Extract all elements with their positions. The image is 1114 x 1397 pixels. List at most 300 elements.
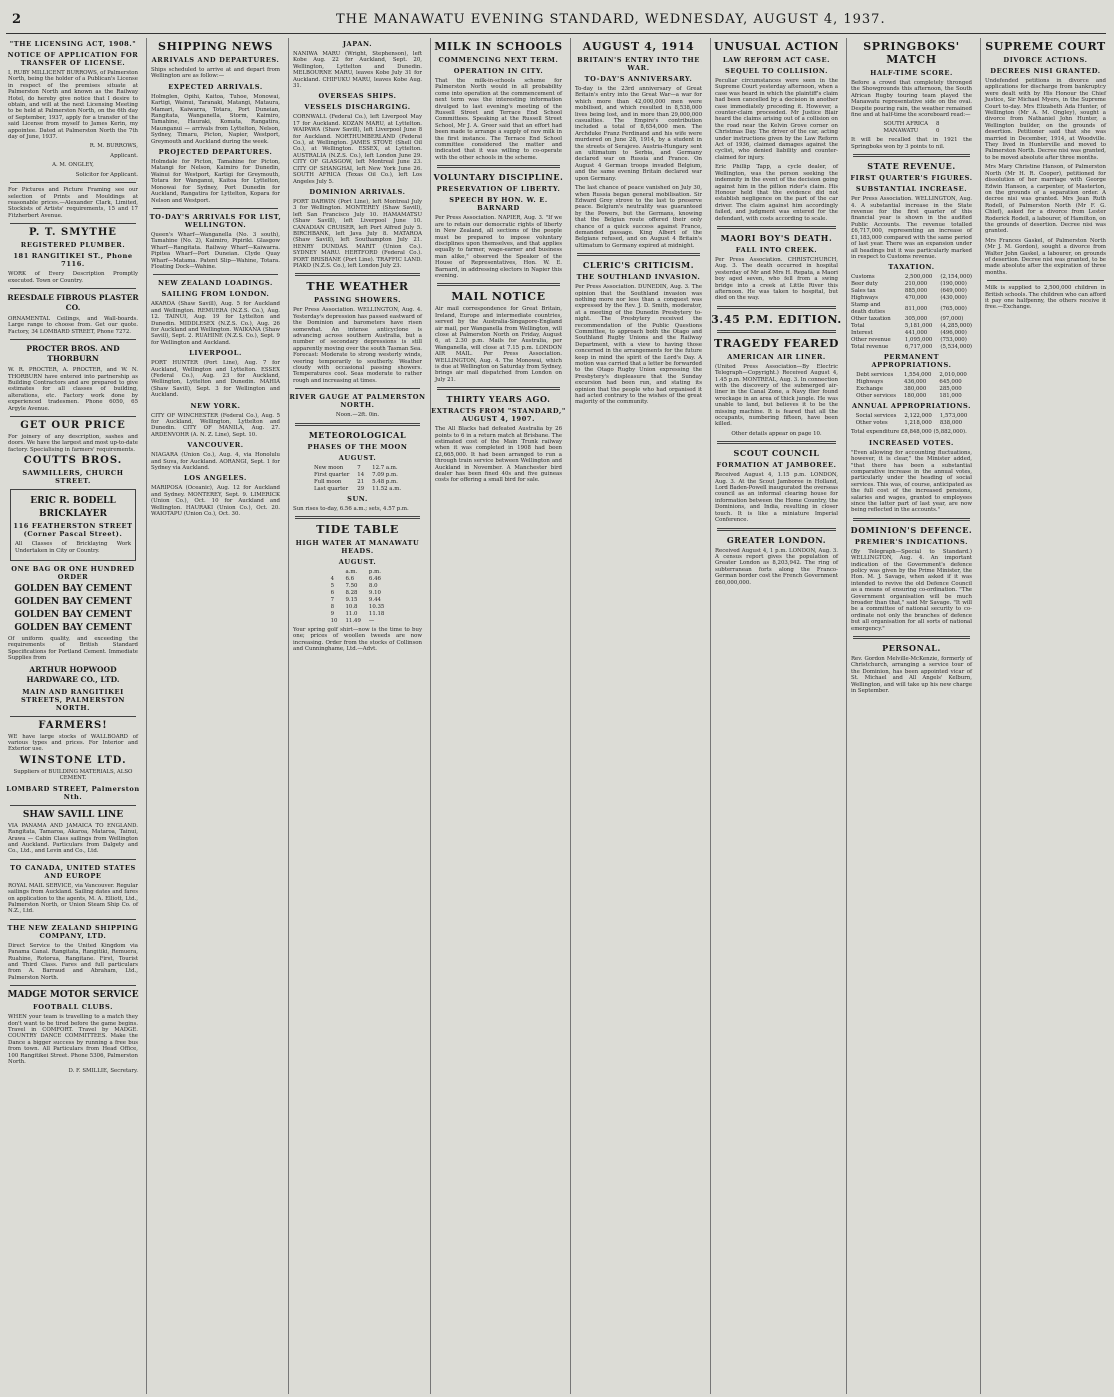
milk-head: MILK IN SCHOOLS: [434, 40, 563, 53]
divider: [437, 165, 560, 168]
winstone-addr: LOMBARD STREET, Palmerston Nth.: [6, 784, 140, 801]
river-value: Noon.—2ft. 0in.: [335, 412, 380, 419]
tide-head: TIDE TABLE: [316, 523, 399, 537]
weather-text: Per Press Association. WELLINGTON, Aug. 4. Yesterday's depression has passed eastward of the Dominion and barometers have risen somewhat. An intense anticyclone is advancing across southern Australia, but a number of secondary depressions is still apparently moving over the south Tasman Sea. Forecast: Moderate to strong westerly winds, veering temporarily to southerly. Weather cloudy with occasional passing showers. Temperatures cool. Seas moderate to rather rough and increasing at times.: [293, 307, 422, 384]
expected-head: EXPECTED ARRIVALS.: [168, 82, 263, 91]
projected-text: Holmdale for Picton, Tamahine for Picton, Matangi for Nelson, Kaimiro for Dunedin, Wainui for Westport, Kartigi for Greymouth, Totara for Wanganui, Kaitoa for Lyttelton, Monowai for Sydney, Port Dunedin for Auckland, Rangatira for Lyttelton, Kopara for Nelson and Westport.: [151, 159, 280, 204]
ny-head: NEW YORK.: [190, 401, 241, 410]
aug1914-text: To-day is the 23rd anniversary of Great Britain's entry into the Great War—a war for which more than 42,000,000 men were mobilised, and which resulted in 8,538,000 lives being lost, and in more than 29,000,000 casualties. The Empire's contribution included a total of 8,654,000 men. The Archduke Franz Ferdinand and his wife were murdered on June 28, 1914, by a student in the streets of Serajevo. Austria-Hungary sent an ultimatum to Serbia, and Germany declared war on Russia and France. On August 4 German troops invaded Belgium, and the same evening Britain declared war upon Germany.: [575, 86, 702, 182]
aug1914-text2: The last chance of peace vanished on July 30, when Russia began general mobilisation. Sir Edward Grey strove to the last to preserve peace. Belgium's neutrality was guaranteed by the Powers, but the Germans, knowing that the Belgian route offered their only chance of a quick success against France, demanded passage. King Albert of the Belgians refused, and on August 4 Britain's ultimatum to Germany expired at midnight.: [575, 185, 702, 249]
tax-head: TAXATION.: [888, 263, 935, 272]
table-cell: 4: [330, 576, 335, 583]
royal-head: TO CANADA, UNITED STATES AND EUROPE: [10, 863, 136, 880]
table-cell: Exchange: [856, 386, 883, 393]
divider: [10, 288, 136, 289]
divider: [853, 636, 970, 639]
table-cell: 811,000: [904, 305, 928, 312]
divider: [153, 274, 278, 275]
personal-head: PERSONAL.: [882, 643, 941, 654]
divider: [10, 919, 136, 920]
table-cell: First quarter: [313, 471, 350, 478]
state-head: STATE REVENUE.: [867, 161, 956, 172]
table-cell: (753,000): [940, 337, 967, 344]
table-row: [880, 128, 944, 135]
unusual-text2: Eric Phillip Tapp, a cycle dealer, of Wellington, was the person seeking the indemnity in the event of the decision going against him in the pillion rider's claim. His Honour held that the evidence did not establish negligence on the part of the car driver. The claim against him accordingly failed, and judgment was entered for the defendant, with costs according to scale.: [715, 164, 838, 222]
aug1914-sub: BRITAIN'S ENTRY INTO THE WAR.: [577, 56, 700, 72]
nzl-text: AKAROA (Shaw Savill), Aug. 5 for Auckland and Wellington. REMUERA (N.Z.S. Co.), Aug. 12. TAINUI, Aug. 19 for Lyttelton and Dunedin. MIDDLESEX (N.Z.S. Co.), Aug. 26 for Auckland and Wellington. WAIKANA (Shaw Savill), Sept. 2. RUAHINE (N.Z.S. Co.), Sept. 9 for Wellington and Auckland.: [151, 301, 280, 346]
column-6: [710, 38, 842, 1394]
farmers-head: FARMERS!: [38, 719, 108, 731]
milk-sub2: OPERATION IN CITY.: [453, 67, 544, 75]
masthead: [6, 4, 1106, 34]
table-cell: (97,000): [940, 316, 964, 323]
vol-head: VOLUNTARY DISCIPLINE.: [433, 172, 564, 183]
table-cell: 1,218,000: [904, 420, 932, 427]
table-cell: Customs: [851, 274, 875, 281]
unusual-text: Peculiar circumstances were seen in the Supreme Court yesterday afternoon, when a case was heard in which the plaintiff's claim had been cancelled by a decision in another case immediately preceding it. However, a counter-claim proceeded. Mr Justice Blair heard the claims arising out of a collision on the road near the Kelvin Grove corner on Christmas Day. The driver of the car, acting under instructions given by the Law Reform Act of 1936, claimed damages against the cyclist, who denied liability and counter-claimed for injury.: [715, 78, 838, 161]
table-cell: (2,154,000): [940, 274, 972, 281]
table-cell: 2,500,000: [904, 274, 933, 281]
table-cell: 210,000: [904, 281, 928, 288]
table-cell: 6.6: [345, 576, 355, 583]
madge-head: MADGE MOTOR SERVICE: [7, 990, 139, 1001]
table-cell: Last quarter: [313, 485, 349, 492]
overseas-head: OVERSEAS SHIPS.: [318, 92, 397, 101]
river-head: RIVER GAUGE AT PALMERSTON NORTH.: [289, 393, 426, 410]
annual-head: ANNUAL APPROPRIATIONS.: [851, 402, 972, 411]
moon-head: PHASES OF THE MOON: [307, 442, 408, 451]
unusual-sub2: SEQUEL TO COLLISION.: [724, 67, 829, 75]
thirty-sub: EXTRACTS FROM "STANDARD," AUGUST 4, 1907.: [431, 407, 566, 424]
table-cell: 305,000: [904, 316, 928, 323]
score-table: [880, 121, 944, 135]
table-cell: Other taxation: [851, 316, 891, 323]
madge-text: WHEN your team is travelling to a match they don't want to be tired before the game begins. Travel in COMFORT. Travel by MADGE. COUNTRY DANCE COMMITTEES. Make the Dance a bigger success by running a free bus from town. All Particulars from Head Office, 100 Rangitikei Street. Phone 5306, Palmerston North.: [8, 1014, 138, 1066]
aug1914-head: AUGUST 4, 1914: [582, 40, 695, 53]
springboks-sub: HALF-TIME SCORE.: [870, 69, 953, 77]
annual-total: Total expenditure £8,848,000 (5,882,000).: [851, 429, 967, 436]
table-cell: Interest: [851, 330, 873, 337]
tragedy-head: TRAGEDY FEARED: [713, 336, 840, 350]
divider: [717, 441, 836, 444]
page-number: 2: [12, 12, 23, 27]
cement-head: ONE BAG OR ONE HUNDRED ORDER: [11, 565, 135, 582]
vessels-head: VESSELS DISCHARGING.: [304, 103, 411, 112]
bodell-text: All Classes of Bricklaying Work Undertaken in City or Country.: [15, 541, 131, 554]
divider: [717, 306, 836, 309]
thirty-head: THIRTY YEARS AGO.: [446, 394, 551, 405]
sun-text: Sun rises to-day, 6.56 a.m.; sets, 4.57 p.m.: [293, 505, 409, 512]
table-cell: 645,000: [939, 379, 962, 386]
bodell-trade: BRICKLAYER: [39, 509, 107, 520]
perm-head: PERMANENT APPROPRIATIONS.: [871, 353, 952, 370]
personal-text: Rev. Gordon Melville-McKenzie, formerly of Christchurch, arranging a service tour of the Dominion, has been appointed vicar of St. Michael and All Angels' Kelburn, Wellington, and will take up his new charge in September.: [851, 656, 972, 695]
table-cell: Full moon: [313, 478, 342, 485]
scout-head: SCOUT COUNCIL: [733, 448, 820, 459]
other-details: Other details appear on page 10.: [731, 430, 822, 437]
table-row: [310, 486, 405, 493]
divider: [295, 273, 420, 276]
annual-table: [852, 413, 972, 427]
clerics-head: CLERIC'S CRITICISM.: [582, 260, 695, 271]
column-8: [980, 38, 1110, 1394]
tow-head: TO-DAY'S ARRIVALS FOR LIST, WELLINGTON.: [149, 212, 282, 229]
table-cell: 6.46: [368, 576, 381, 583]
supreme-text3: Mrs Frances Gaskel, of Palmerston North (Mr J. M. Gordon), sought a divorce from Walter John Gaskel, a labourer, on grounds of desertion. Decree nisi was granted, to be made absolute after the expiration of three months.: [985, 237, 1106, 276]
table-cell: Debt services: [856, 372, 894, 379]
perm-table: [852, 372, 971, 400]
column-4: [430, 38, 566, 1394]
tide-note: Your spring golf shirt—now is the time to buy one; prices of woollen tweeds are now increasing. Order from the stocks of Collinson and Cunninghame, Ltd.—Advt.: [293, 627, 422, 653]
divider: [853, 154, 970, 157]
votes-head: INCREASED VOTES.: [869, 438, 954, 447]
defence-head: DOMINION'S DEFENCE.: [850, 524, 973, 535]
table-cell: (496,000): [940, 330, 967, 337]
paper-title: THE MANAWATU EVENING STANDARD, WEDNESDAY, AUGUST 4, 1937.: [336, 12, 886, 27]
dominion-text: PORT DARWIN (Port Line), left Montreal July 3 for Wellington. MONTEREY (Shaw Savill), left San Francisco July 10. HAMAMATSU (Shaw Savill), left Liverpool June 10. CANADIAN CRUISER, left Port Alfred July 5. BIRCHBANK, left Java July 8. MATAROA (Shaw Savill), left Southampton July 21. HENRY DUNDAS. MARIT (Union Co.). SYDNEY MARU. HERTFORD (Federal Co.). PORT BRISBANE (Port Line). TRAFFIC LAND. PIAKO (N.Z.S. Co.), left London July 23.: [293, 198, 422, 269]
pictures-ad: For Pictures and Picture Framing see our selection of Prints and Mouldings at reasonable prices.—Alexander Clark, Limited, Stockists of Artists' requirements, 15 and 17 Fitzherbert Avenue.: [8, 187, 138, 219]
nzl-head: NEW ZEALAND LOADINGS.: [158, 279, 273, 288]
table-cell: 180,000: [903, 393, 927, 400]
table-row: [327, 569, 389, 576]
table-cell: Stamp and death duties: [851, 302, 885, 316]
table-cell: 181,000: [939, 393, 962, 400]
divider: [10, 859, 136, 860]
table-cell: (190,000): [940, 281, 967, 288]
weather-sub: PASSING SHOWERS.: [313, 296, 402, 305]
table-row: [852, 420, 972, 427]
divider: [10, 223, 136, 224]
table-cell: 9: [330, 611, 335, 618]
defence-text: (By Telegraph—Special to Standard.) WELLINGTON, Aug. 4. An important indication of the Government's defence policy was given by the Prime Minister, the Hon. M. J. Savage, when asked if it was intended to revive the old Defence Council as a means of ensuring co-ordination. "The Government organisation will be much broader than that," said Mr Savage. "It will be a committee of national security to co-ordinate not only the branches of defence but all organisation for all sorts of national emergency.": [851, 548, 972, 632]
arthur-addr: MAIN AND RANGITIKEI STREETS, PALMERSTON NORTH.: [20, 687, 126, 712]
japan-head: JAPAN.: [342, 40, 373, 48]
column-2: [146, 38, 284, 1394]
divider: [987, 280, 1104, 281]
defence-sub: PREMIER'S INDICATIONS.: [854, 537, 969, 546]
table-row: [327, 597, 389, 604]
divider: [717, 528, 836, 531]
sun-head: SUN.: [347, 494, 368, 503]
table-cell: 7.50: [345, 583, 358, 590]
la-text: MARIPOSA (Oceanic), Aug. 12 for Auckland and Sydney. MONTEREY, Sept. 9. LIMERICK (Union Co.), Oct. 10 for Auckland and Wellington. HAURAKI (Union Co.), Oct. 20. WAIOTAPU (Union Co.), Oct. 30.: [151, 485, 280, 518]
table-cell: 9.15: [345, 597, 358, 604]
table-cell: SOUTH AFRICA: [883, 121, 929, 128]
table-cell: Beer duty: [851, 281, 878, 288]
votes-text: "Even allowing for accounting fluctuations, however, it is clear," the Minister added, "that there has been a substantial comparative increase in the annual votes, particularly under the heading of social services. This was, of course, anticipated as the full cost of the increased pensions, salaries and wages, granted to employees since the latter part of last year, are now being reflected in the accounts.": [851, 449, 972, 514]
table-row: [847, 302, 976, 316]
smythe-text: WORK of Every Description Promptly executed. Town or Country.: [8, 271, 138, 284]
table-cell: (649,000): [940, 288, 967, 295]
signer2: A. M. ONGLEY,: [52, 162, 94, 169]
divider: [10, 985, 136, 986]
divider: [10, 182, 136, 183]
table-row: [852, 379, 971, 386]
table-row: [852, 393, 971, 400]
maori-head: MAORI BOY'S DEATH.: [720, 232, 833, 243]
nzship-text: Direct Service to the United Kingdom via Panama Canal. Rangitata, Rangitiki, Remuera, Ruahine, Rotorua, Rangitane. First, Tourist and Third Class. Fares and full particulars from A. Barraud and Abraham, Ltd., Palmerston North.: [8, 942, 138, 981]
smythe-addr: 181 RANGITIKEI ST., Phone 7116.: [13, 252, 133, 269]
nzl-sub: SAILING FROM LONDON.: [161, 290, 270, 299]
smythe-trade: REGISTERED PLUMBER.: [20, 241, 126, 250]
lp-head: LIVERPOOL.: [189, 349, 242, 358]
royal-text: ROYAL MAIL SERVICE, via Vancouver. Regular sailings from Auckland. Sailing dates and fares on application to the agents, M. A. Elliott, Ltd., Palmerston North, or Union Steam Ship Co. of N.Z., Ltd.: [8, 882, 138, 915]
shipping-intro: Ships scheduled to arrive at and depart from Wellington are as follow:—: [151, 67, 280, 80]
weather-head: THE WEATHER: [306, 280, 409, 294]
table-cell: p.m.: [368, 569, 381, 576]
table-cell: 6,717,000: [904, 344, 933, 351]
vessels-text: CORNWALL (Federal Co.), left Liverpool May 17 for Auckland. KOZAN MARU, at Lyttelton. WAIPAWA (Shaw Savill), left Liverpool June 8 for Auckland. NORTHUMBERLAND (Federal Co.), at Wellington. JAMES STOVE (Shell Oil Co.), at Wellington. ESSEX, at Lyttelton. AUSTRALIA (N.Z.S. Co.), left London June 29. CITY OF GLASGOW, left Montreal June 23. CITY OF SHANGHAI, left New York June 26. SOUTH AFRICA (Texas Oil Co.), left Los Angeles July 5.: [293, 114, 422, 185]
table-cell: (765,000): [940, 305, 967, 312]
met-head: METEOROLOGICAL: [308, 429, 407, 440]
table-cell: 1,554,000: [903, 372, 932, 379]
table-cell: 838,000: [939, 420, 963, 427]
price-head: GET OUR PRICE: [20, 420, 126, 431]
procter-name: PROCTER BROS. AND THORBURN: [26, 344, 120, 364]
procter-text: W. R. PROCTER, A. PROCTER, and W. N. THORBURN have entered into partnership as Building Contractors and are prepared to give estimates for all classes of building, alterations, etc. Factory work done by experienced tradesmen. Phone 6050, 65 Argyle Avenue.: [8, 367, 138, 412]
coutts-name: COUTTS BROS.: [23, 455, 123, 467]
table-cell: (5,534,000): [940, 344, 972, 351]
madge-sub: FOOTBALL CLUBS.: [32, 1003, 113, 1012]
table-cell: MANAWATU: [883, 128, 919, 135]
table-cell: 6: [330, 590, 335, 597]
divider: [10, 716, 136, 717]
divider: [437, 387, 560, 390]
cement-line: GOLDEN BAY CEMENT: [14, 623, 132, 634]
projected-head: PROJECTED DEPARTURES.: [158, 148, 273, 157]
london-text: Received August 4, 1 p.m. LONDON, Aug. 3. A census report gives the population of Greater London as 8,203,942. The ring of subterranean forts along the Franco-German border cost the French Government £60,000,000.: [715, 547, 838, 586]
cement-line: GOLDEN BAY CEMENT: [14, 610, 132, 621]
table-row: [310, 465, 405, 472]
table-cell: 11.52 a.m.: [372, 485, 402, 492]
divider: [437, 283, 560, 286]
table-cell: 10.8: [345, 604, 358, 611]
shaw-text: VIA PANAMA AND JAMAICA TO ENGLAND. Rangitata, Tamaroa, Akaroa, Mataroa, Tainui, Arawa — Cabin Class sailings from Wellington and Auckland. Particulars from Dalgety and Co., Ltd., and Levin and Co., Ltd.: [8, 822, 138, 855]
table-row: [327, 604, 389, 611]
state-sub: FIRST QUARTER'S FIGURES.: [850, 174, 973, 183]
column-5: [570, 38, 706, 1394]
shipping-head: SHIPPING NEWS: [158, 40, 273, 53]
farmers-text: WE have large stocks of WALLBOARD of various types and prices. For Interior and Exterior use.: [8, 733, 138, 753]
table-cell: Highways: [851, 295, 878, 302]
expected-text: Holmglen, Opihi, Kaitoa, Tuhoe, Monowai, Kartigi, Wainui, Taranaki, Matangi, Mataura, Mamari, Kaiwarra, Totara, Port Duneian, Rangitata, Wanganella, Storm, Kaimiro, Tamahine, Hauraki, Komata, Rangatira, Maunganui — arrivals from Lyttelton, Nelson, Sydney, Timaru, Picton, Napier, Westport, Greymouth and Auckland during the week.: [151, 93, 280, 145]
mail-head: MAIL NOTICE: [451, 290, 546, 304]
table-cell: 14: [357, 471, 365, 478]
table-cell: 470,000: [904, 295, 928, 302]
supreme-sub2: DECREES NISI GRANTED.: [990, 67, 1101, 75]
coutts-addr: SAWMILLERS, CHURCH STREET.: [22, 469, 124, 486]
aug1914-sub2: TO-DAY'S ANNIVERSARY.: [584, 75, 693, 83]
tide-month: AUGUST.: [338, 558, 377, 567]
table-cell: (430,000): [940, 295, 967, 302]
supreme-head: SUPREME COURT: [985, 40, 1106, 53]
table-cell: 8.0: [368, 583, 378, 590]
maori-sub: FALL INTO CREEK.: [735, 245, 818, 254]
act-title: "THE LICENSING ACT, 1908.": [9, 40, 137, 48]
table-cell: (4,285,000): [940, 323, 972, 330]
signer-role: Applicant.: [110, 152, 138, 159]
table-row: [327, 618, 389, 625]
table-cell: 7.09 p.m.: [372, 471, 398, 478]
boxed-advert: [10, 489, 136, 561]
thirty-text: The All Blacks had defeated Australia by 26 points to 6 in a return match at Brisbane. The estimated cost of the Main Trunk railway when it was completed in 1908 had been £2,665,000. It had been arranged to run a through train service between Wellington and Auckland in November. A Manchester bird dealer has been fined 40s and five guineas costs for offering a small bird for sale.: [435, 426, 562, 484]
vol-sub: PRESERVATION OF LIBERTY.: [436, 185, 561, 194]
divider: [295, 516, 420, 519]
milk-text: That the milk-in-schools scheme for Palmerston North would in all probability come into operation at the commencement of next term was the interesting information divulged to last evening's meeting of the Russell Street and Terrace End School Committees. Speaking at the Russell Street School, Mr J. A. Greer said that an effort had been made to arrange a supply of raw milk in the first instance. The Terrace End School committee considered the matter and indicated that it was willing to co-operate with the other schools in the scheme.: [435, 78, 562, 161]
winstone-name: WINSTONE LTD.: [19, 754, 127, 766]
maori-text: Per Press Association. CHRISTCHURCH, Aug. 3. The death occurred in hospital yesterday of Mr and Mrs H. Repata, a Maori boy aged seven, who fell from a swing bridge into a creek at Little River this afternoon. He was taken to hospital, but died on the way.: [715, 256, 838, 302]
signer: R. M. BURROWS,: [89, 143, 138, 150]
table-cell: 10: [330, 618, 338, 625]
lp-text: PORT HUNTER (Port Line), Aug. 7 for Auckland, Wellington and Lyttelton. ESSEX (Federal Co.), Aug. 23 for Auckland, Wellington, Lyttelton and Dunedin. MAHIA (Shaw Savill), Sept. 3 for Wellington and Auckland.: [151, 360, 280, 399]
table-row: [852, 372, 971, 379]
divider: [717, 330, 836, 333]
table-row: [327, 611, 389, 618]
column-3: [288, 38, 426, 1394]
smythe-name: P. T. SMYTHE: [29, 227, 117, 239]
table-cell: 9.10: [368, 590, 381, 597]
tow-text: Queen's Wharf—Wanganella (No. 3 south), Tamahine (No. 2), Kaimiro, Pipiriki. Glasgow Wharf—Rangitata. Railway Wharf—Kaiwarra. Pipitea Wharf—Port Duneian. Clyde Quay Wharf—Matama. Patent Slip—Wahine, Totara. Floating Dock—Wahine.: [151, 231, 280, 270]
table-cell: 885,000: [904, 288, 928, 295]
divider: [577, 253, 700, 256]
table-row: [847, 344, 976, 351]
london-head: GREATER LONDON.: [726, 534, 827, 545]
license-text: I, RUBY MILLICENT BURROWS, of Palmerston North, being the holder of a Publican's License in respect of the premises situate at Palmerston North and known as the Railway Hotel, do hereby give notice that I desire to obtain, and will at the next Licensing Meeting to be held at Palmerston North, on the 6th day of September, 1937, apply for a transfer of the said License from myself to James Kerin, my appointee. Dated at Palmerston North the 7th day of June, 1937.: [8, 70, 138, 141]
cement-line: GOLDEN BAY CEMENT: [14, 584, 132, 595]
table-cell: a.m.: [345, 569, 358, 576]
table-cell: 5,181,000: [904, 323, 933, 330]
table-cell: 285,000: [939, 386, 962, 393]
springboks-text: Before a crowd that completely thronged the Showgrounds this afternoon, the South African Rugby touring team played the Manawatu representative side on the oval. Despite pouring rain, the weather remained fine and at half-time the scoreboard read:—: [851, 80, 972, 119]
table-cell: 5: [330, 583, 335, 590]
vol-text: Per Press Association. NAPIER, Aug. 3. "If we are to retain our democratic rights of liberty in New Zealand, all sections of the people must be prepared to impose voluntary disciplines upon themselves, and that applies equally to farmer, wage-earner and business man alike," observed the Speaker of the House of Representatives, Hon. W. E. Barnard, in addressing electors in Napier this evening.: [435, 215, 562, 279]
table-cell: 1,095,000: [904, 337, 933, 344]
table-row: [847, 295, 976, 302]
table-cell: New moon: [313, 464, 344, 471]
milk-sub: COMMENCING NEXT TERM.: [438, 56, 559, 64]
price-text: For joinery of any description, sashes and doors. We have the largest and most up-to-date factory. Specialising in farmers' requirements.: [8, 434, 138, 453]
table-cell: 29: [357, 485, 365, 492]
cement-line: GOLDEN BAY CEMENT: [14, 597, 132, 608]
table-cell: 380,000: [903, 386, 927, 393]
table-cell: 11.18: [368, 611, 385, 618]
vol-sub2: SPEECH BY HON. W. E. BARNARD: [449, 196, 548, 213]
dominion-head: DOMINION ARRIVALS.: [309, 187, 406, 196]
table-row: [310, 472, 405, 479]
tragedy-text: (United Press Association—By Electric Telegraph—Copyright.) Received August 4, 1.45 p.m. MONTREAL, Aug. 3. In connection with the discovery of the submerged air-liner in the Canal Zone, a Navy flier found wreckage in an area of thick jungle. He was unable to land, but believes it to be the missing machine. It is feared that all the occupants, numbering fifteen, have been killed.: [715, 363, 839, 428]
moon-month: AUGUST.: [338, 453, 377, 462]
table-cell: Total revenue: [851, 344, 889, 351]
table-cell: Social services: [855, 413, 897, 420]
table-cell: 7: [330, 597, 335, 604]
table-row: [310, 479, 405, 486]
divider: [10, 339, 136, 340]
scout-text: Received August 4, 1.15 p.m. LONDON, Aug. 3. At the Scout Jamboree in Holland, Lord Baden-Powell inaugurated the overseas council as an informal clearing house for information between the Home Country, the Dominions, and India, resulting in closer touch. It is like a miniature Imperial Conference.: [715, 472, 838, 524]
springboks-head: SPRINGBOKS' MATCH: [863, 40, 960, 66]
tide-table: [327, 569, 389, 625]
divider: [717, 226, 836, 229]
table-row: [880, 121, 944, 128]
edition-head: 3.45 P.M. EDITION.: [711, 312, 842, 326]
shipping-sub: ARRIVALS AND DEPARTURES.: [151, 56, 280, 64]
supreme-text: Undefended petitions in divorce and applications for discharge from bankruptcy were dealt with by His Honour the Chief Justice, Sir Michael Myers, in the Supreme Court to-day. Mrs Elizabeth Ada Hunter, of Wellington (Mr A. M. Ongley), sought a divorce from Nathaniel John Hunter, a Wellington builder, on the grounds of desertion. Petitioner said that she was married in December, 1914, at Woodville. They lived in Hunterville and moved to Palmerston North. Decree nisi was granted, to be moved absolute after three months.: [985, 78, 1106, 161]
reesdale-name: REESDALE FIBROUS PLASTER CO.: [7, 292, 139, 312]
moon-table: [310, 465, 405, 493]
mail-text: Air mail correspondence for Great Britain, Ireland, Europe and intermediate countries, served by the Australia-Singapore-England air mail, per Wanganella from Wellington, will close at Palmerston North on Friday, August 6, at 2.30 p.m. Mails for Australia, per Wanganella, will close at 7.15 p.m. LONDON AIR MAIL. Per Press Association. WELLINGTON, Aug. 4. The Monowai, which is due at Wellington on Saturday from Sydney, brings air mail dispatched from London on July 21.: [435, 306, 562, 383]
table-row: [327, 583, 389, 590]
unusual-head: UNUSUAL ACTION: [713, 40, 840, 53]
tragedy-sub: AMERICAN AIR LINER.: [727, 352, 826, 361]
table-cell: Highways: [856, 379, 884, 386]
bodell-addr: 116 FEATHERSTON STREET (Corner Pascal Street).: [13, 522, 133, 539]
divider: [10, 805, 136, 806]
supreme-text2: Mrs Mary Christine Hanson, of Palmerston North (Mr H. R. Cooper), petitioned for dissolution of her marriage with George Edwin Hanson, a carpenter, of Masterton, on the grounds of a separation order. A decree nisi was granted. Mrs Jean Ruth Rodell, of Palmerston North (Mr F. G. Chief), asked for a divorce from Lester Roderick Rodell, a labourer, of Hamilton, on the grounds of desertion. Decree nisi was granted.: [985, 164, 1106, 235]
table-row: [852, 386, 971, 393]
table-cell: [327, 569, 342, 576]
signer2-role: Solicitor for Applicant.: [75, 171, 138, 178]
table-row: [327, 576, 389, 583]
table-cell: 9.44: [368, 597, 381, 604]
table-cell: 11.0: [345, 611, 358, 618]
table-cell: 2,122,000: [904, 413, 932, 420]
divider: [153, 208, 278, 209]
cement-text: Of uniform quality, and exceeding the requirements of British Standard Specifications for Portland Cement. Immediate Supplies from: [8, 636, 138, 662]
nzship-head: THE NEW ZEALAND SHIPPING COMPANY, LTD.: [7, 923, 139, 940]
table-cell: 8: [936, 121, 940, 128]
column-1: [4, 38, 142, 1394]
shaw-head: SHAW SAVILL LINE: [22, 809, 124, 820]
table-row: [327, 590, 389, 597]
table-cell: —: [368, 618, 375, 625]
arthur-name: ARTHUR HOPWOOD HARDWARE CO., LTD.: [26, 664, 120, 684]
ny-text: CITY OF WINCHESTER (Federal Co.), Aug. 5 for Auckland, Wellington, Lyttelton and Dunedin. CITY OF MANILA, Aug. 27. ARDENVOHR (A. N. Z. Line), Sept. 10.: [151, 412, 280, 438]
table-cell: Other revenue: [851, 337, 891, 344]
table-cell: 1,573,000: [939, 413, 968, 420]
table-cell: 0: [936, 128, 940, 135]
table-cell: 441,000: [904, 330, 928, 337]
table-cell: 10.35: [368, 604, 385, 611]
table-cell: Other services: [856, 393, 896, 400]
notice-title: NOTICE OF APPLICATION FOR TRANSFER OF LICENSE.: [7, 51, 139, 67]
tide-sub: HIGH WATER AT MANAWATU HEADS.: [295, 539, 420, 556]
clerics-sub: THE SOUTHLAND INVASION.: [576, 273, 701, 282]
table-cell: 7: [357, 464, 361, 471]
table-cell: Sales tax: [851, 288, 876, 295]
table-row: [852, 413, 972, 420]
japan-text: NANIWA MARU (Wright, Stephenson), left Kobe Aug. 22 for Auckland, Sept. 20, Wellington, Lyttelton and Dunedin. MELBOURNE MARU, leaves Kobe July 31 for Auckland. CHIFUKU MARU, leaves Kobe Aug. 31.: [293, 51, 422, 90]
divider: [10, 416, 136, 417]
table-cell: 8: [330, 604, 335, 611]
madge-sign: D. F. SMILLIE, Secretary.: [68, 1068, 138, 1075]
state-text: Per Press Association. WELLINGTON, Aug. 4. A substantial increase in the State revenue for the first quarter of this financial year is shown in the audited Public Accounts. The revenue totalled £6,717,000, representing an increase of £1,183,000 compared with the same period of last year. There was an expansion under all headings but it was particularly marked in respect to Customs revenue.: [851, 196, 972, 260]
table-cell: 12.7 a.m.: [372, 464, 398, 471]
milk-note: Milk is supplied to 2,500,000 children in British schools. The children who can afford it pay one halfpenny, the others receive it free.—Exchange.: [985, 285, 1106, 311]
unusual-sub: LAW REFORM ACT CASE.: [722, 56, 831, 64]
table-cell: 436,000: [903, 379, 927, 386]
bodell-name: ERIC R. BODELL: [30, 496, 116, 507]
table-cell: 21: [357, 478, 365, 485]
score-note: It will be recalled that in 1921 the Springboks won by 3 points to nil.: [851, 137, 972, 150]
reesdale-text: ORNAMENTAL Ceilings, and Wall-boards. Large range to choose from. Get our quote. Factory, 34 LOMBARD STREET, Phone 7272.: [8, 315, 138, 335]
van-head: VANCOUVER.: [187, 441, 244, 450]
column-7: [846, 38, 976, 1394]
supreme-sub: DIVORCE ACTIONS.: [1003, 56, 1088, 64]
van-text: NIAGARA (Union Co.), Aug. 4, via Honolulu and Suva, for Auckland. AORANGI, Sept. 1 for Sydney via Auckland.: [151, 452, 280, 472]
state-sub2: SUBSTANTIAL INCREASE.: [855, 185, 968, 194]
table-cell: Other votes: [855, 420, 888, 427]
winstone-text: Suppliers of BUILDING MATERIALS, ALSO CEMENT.: [13, 768, 133, 782]
table-cell: Total: [851, 323, 865, 330]
